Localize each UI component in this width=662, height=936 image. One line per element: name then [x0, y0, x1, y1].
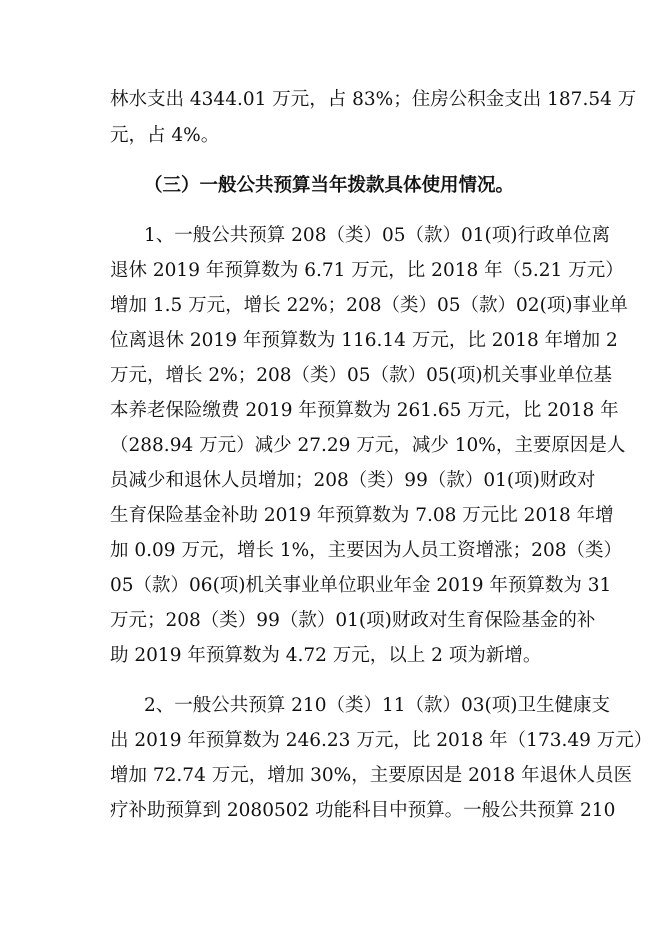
paragraph-1-line-5: 万元，增长 2%；208（类）05（款）05(项)机关事业单位基 [110, 365, 613, 386]
paragraph-1-line-11: 05（款）06(项)机关事业单位职业年金 2019 年预算数为 31 [110, 575, 612, 596]
paragraph-1-line-2: 退休 2019 年预算数为 6.71 万元，比 2018 年（5.21 万元） [110, 260, 624, 281]
paragraph-1-line-8: 员减少和退休人员增加；208（类）99（款）01(项)财政对 [110, 470, 596, 491]
continuation-line-2: 元，占 4%。 [110, 125, 220, 146]
paragraph-2-line-2: 出 2019 年预算数为 246.23 万元，比 2018 年（173.49 万元） [110, 730, 653, 751]
paragraph-1-line-1: 1、一般公共预算 208（类）05（款）01(项)行政单位离 [144, 225, 610, 246]
paragraph-2-line-1: 2、一般公共预算 210（类）11（款）03(项)卫生健康支 [144, 695, 610, 716]
paragraph-1-line-3: 增加 1.5 万元，增长 22%；208（类）05（款）02(项)事业单 [110, 295, 629, 316]
paragraph-1-line-6: 本养老保险缴费 2019 年预算数为 261.65 万元，比 2018 年 [110, 400, 619, 421]
paragraph-1-line-9: 生育保险基金补助 2019 年预算数为 7.08 万元比 2018 年增 [110, 505, 614, 526]
paragraph-2-line-3: 增加 72.74 万元，增加 30%，主要原因是 2018 年退休人员医 [110, 765, 633, 786]
paragraph-1-line-4: 位离退休 2019 年预算数为 116.14 万元，比 2018 年增加 2 [110, 330, 618, 351]
paragraph-2-line-4: 疗补助预算到 2080502 功能科目中预算。一般公共预算 210 [110, 800, 616, 821]
section-heading: （三）一般公共预算当年拨款具体使用情况。 [144, 175, 515, 196]
paragraph-1-line-13: 助 2019 年预算数为 4.72 万元，以上 2 项为新增。 [110, 645, 542, 666]
paragraph-1-line-7: （288.94 万元）减少 27.29 万元，减少 10%，主要原因是人 [110, 435, 626, 456]
paragraph-1-line-10: 加 0.09 万元，增长 1%，主要因为人员工资增涨；208（类） [110, 540, 622, 561]
paragraph-1-line-12: 万元；208（类）99（款）01(项)财政对生育保险基金的补 [110, 610, 596, 631]
continuation-line-1: 林水支出 4344.01 万元，占 83%；住房公积金支出 187.54 万 [110, 89, 637, 110]
